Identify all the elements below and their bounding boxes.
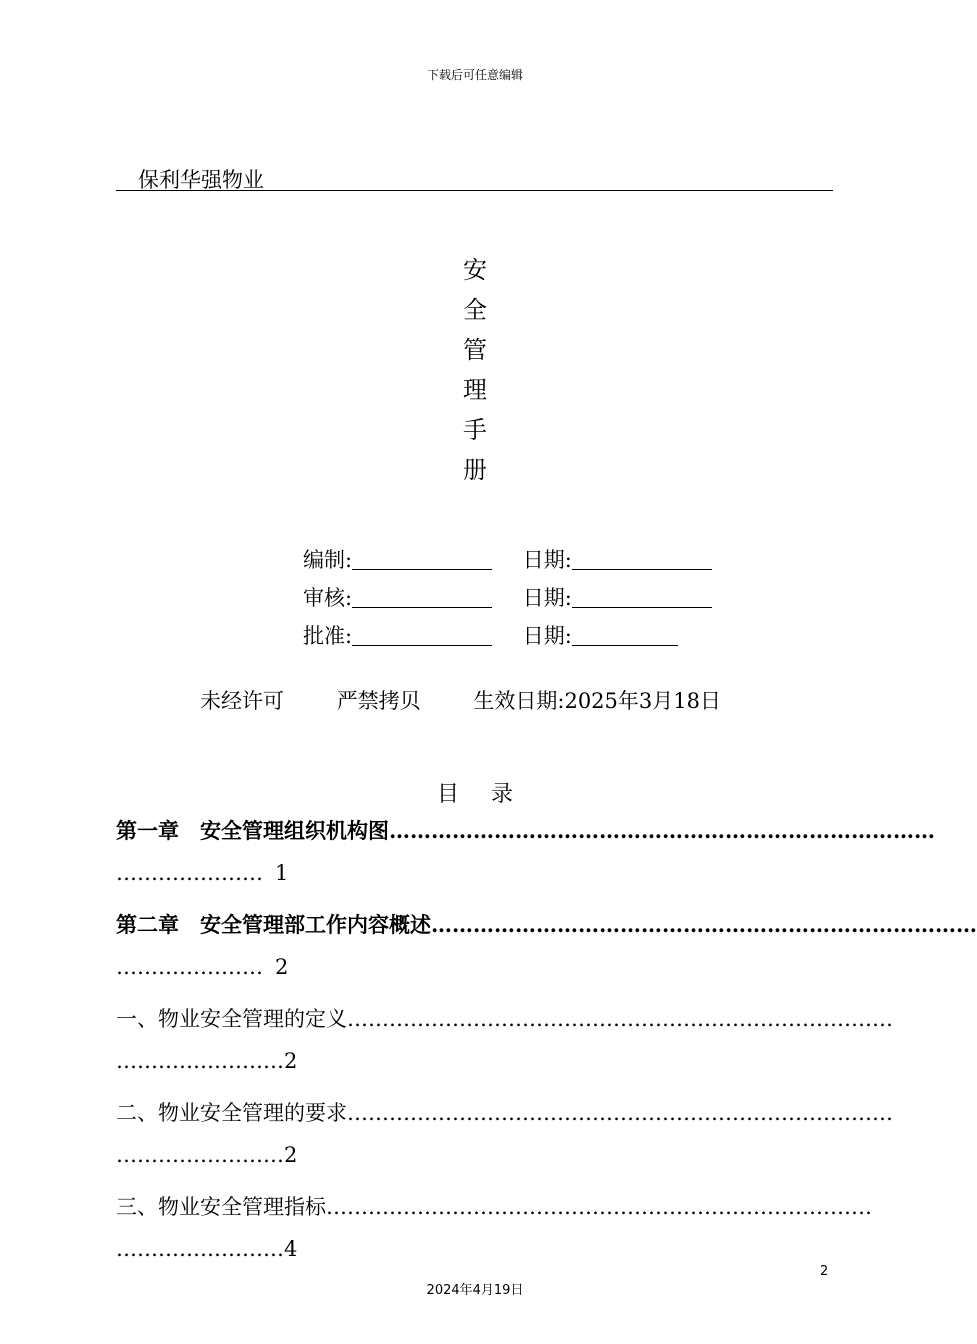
toc-leader: …………………… — [116, 1049, 284, 1073]
toc-entry-continuation — [116, 952, 288, 982]
toc-entry-continuation — [116, 1046, 297, 1076]
effective-date: 2025年3月18日 — [564, 689, 721, 713]
toc-entry-text: 二、物业安全管理的要求 — [116, 1101, 347, 1125]
signoff-label: 批准: — [303, 624, 353, 648]
toc-entry-continuation — [116, 1234, 297, 1264]
notice-no-permission: 未经许可 — [200, 689, 284, 713]
title-char: 安 — [463, 256, 487, 284]
notice-no-copy: 严禁拷贝 — [336, 689, 421, 713]
toc-page-number: 4 — [284, 1237, 298, 1261]
toc-entry[interactable] — [116, 816, 935, 846]
copy-notice — [200, 685, 721, 715]
signoff-label: 审核: — [303, 586, 353, 610]
date-line — [572, 625, 678, 646]
toc-leader: …………………………………………………………………… — [326, 1195, 872, 1219]
date-label: 日期: — [522, 548, 572, 572]
toc-leader: ………………… — [116, 955, 263, 979]
toc-leader: …………………………………………………………………… — [389, 818, 935, 843]
toc-entry[interactable] — [116, 1098, 893, 1128]
signoff-row-approve — [303, 622, 678, 650]
toc-entry-continuation — [116, 1140, 297, 1170]
document-title — [458, 252, 492, 492]
company-underline — [116, 190, 833, 191]
effective-date-label: 生效日期: — [473, 689, 565, 713]
toc-entry-text: 第二章 安全管理部工作内容概述 — [116, 912, 431, 937]
toc-title-char: 目 — [436, 782, 459, 807]
toc-entry[interactable] — [116, 1192, 872, 1222]
company-name: 保利华强物业 — [138, 168, 264, 192]
toc-entry-text: 三、物业安全管理指标 — [116, 1195, 326, 1219]
date-line — [572, 549, 712, 570]
signature-line — [352, 549, 492, 570]
title-char: 手 — [463, 416, 487, 444]
toc-entry-continuation — [116, 858, 288, 888]
signoff-label: 编制: — [303, 548, 353, 572]
toc-page-number: 1 — [275, 861, 289, 885]
title-char: 理 — [463, 376, 487, 404]
toc-entry[interactable] — [116, 910, 977, 940]
toc-leader: …………………………………………………………………… — [347, 1101, 893, 1125]
toc-title — [0, 777, 950, 808]
header-note: 下载后可任意编辑 — [426, 68, 523, 82]
date-label: 日期: — [522, 624, 572, 648]
toc-leader: …………………… — [116, 1237, 284, 1261]
footer-date: 2024年4月19日 — [426, 1283, 524, 1298]
toc-leader: …………………… — [116, 1143, 284, 1167]
toc-leader: …………………………………………………………………… — [347, 1007, 893, 1031]
toc-entry[interactable] — [116, 1004, 893, 1034]
toc-entry-text: 一、物业安全管理的定义 — [116, 1007, 347, 1031]
title-char: 管 — [463, 336, 487, 364]
title-char: 册 — [463, 456, 487, 484]
signature-line — [352, 587, 492, 608]
date-line — [572, 587, 712, 608]
toc-title-char: 录 — [491, 782, 514, 807]
toc-leader: ………………… — [116, 861, 263, 885]
signoff-row-compile — [303, 546, 712, 574]
toc-page-number: 2 — [275, 955, 289, 979]
toc-entry-text: 第一章 安全管理组织机构图 — [116, 818, 389, 843]
page-number: 2 — [820, 1264, 829, 1279]
signature-line — [352, 625, 492, 646]
toc-page-number: 2 — [284, 1143, 298, 1167]
date-label: 日期: — [522, 586, 572, 610]
toc-page-number: 2 — [284, 1049, 298, 1073]
title-char: 全 — [463, 296, 487, 324]
toc-leader: …………………………………………………………………… — [431, 912, 977, 937]
signoff-row-review — [303, 584, 712, 612]
